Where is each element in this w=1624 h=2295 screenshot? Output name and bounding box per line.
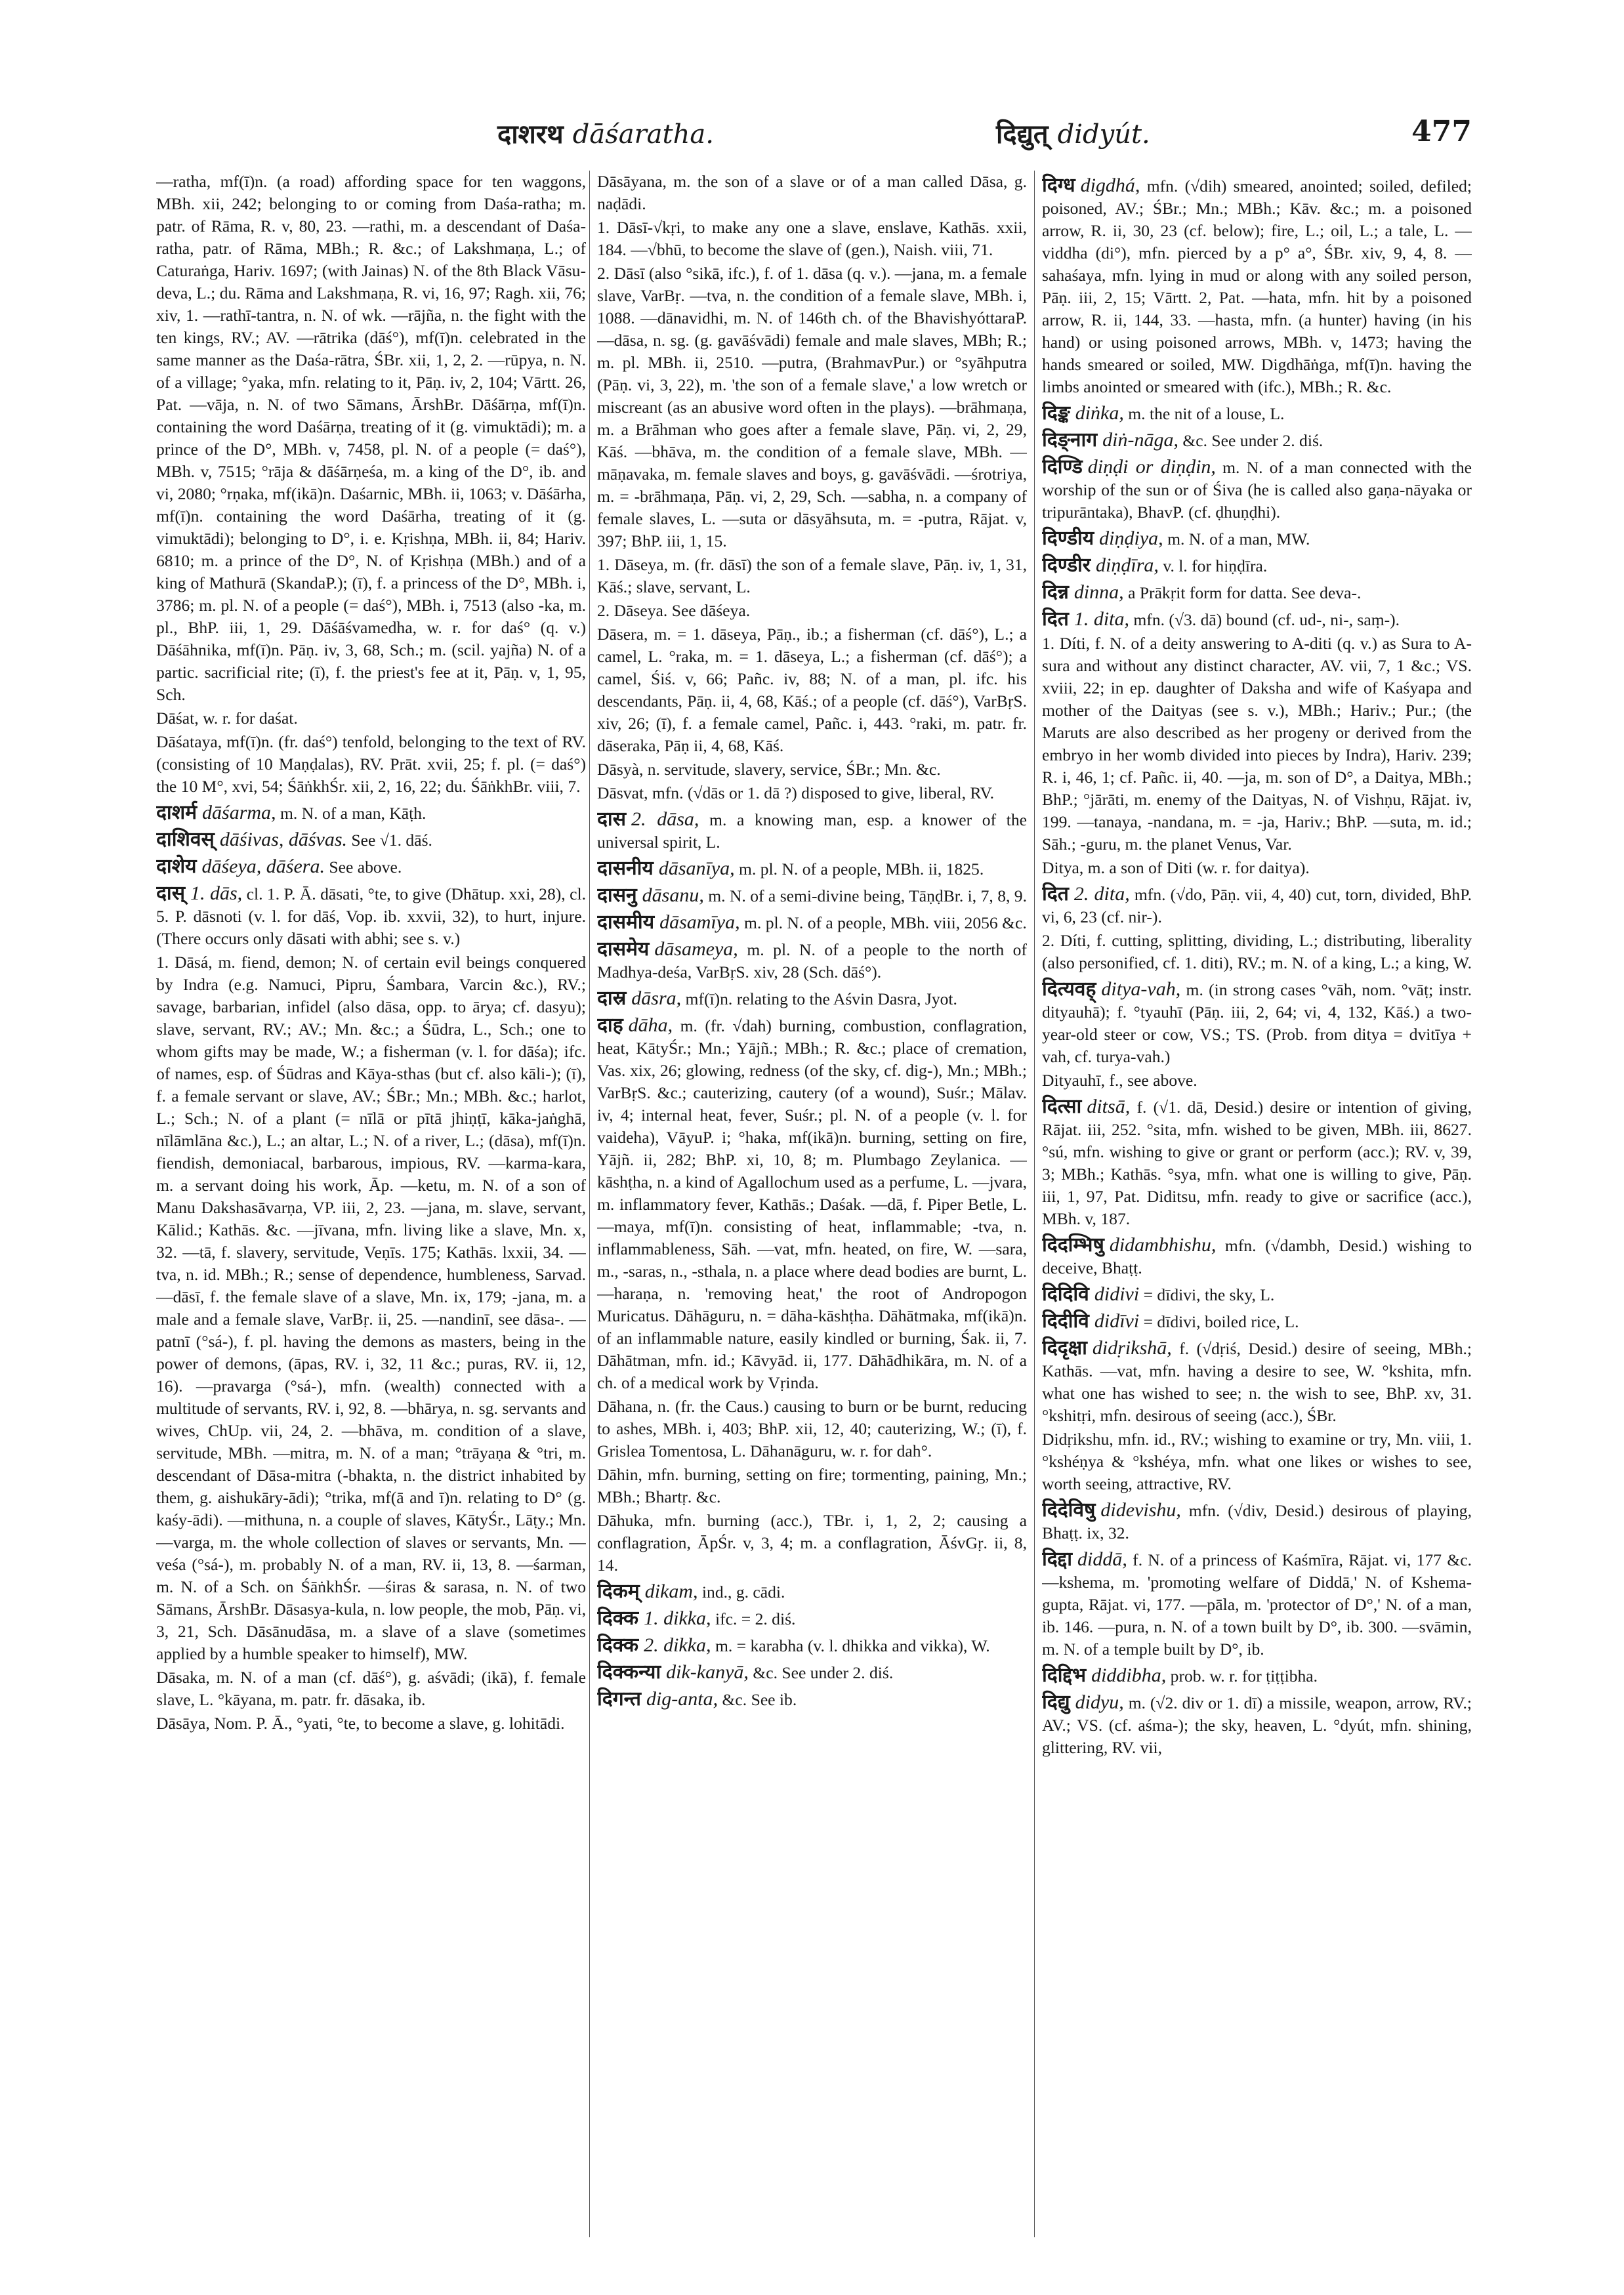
entry-text: m. N. of a man, Kāṭh. bbox=[280, 804, 427, 823]
entry-devanagari: दिक्क bbox=[597, 1634, 639, 1656]
entry-devanagari: दिद्दिभ bbox=[1042, 1664, 1087, 1686]
dictionary-entry bbox=[597, 858, 1027, 880]
entry-headword: didyu, bbox=[1075, 1691, 1124, 1713]
dictionary-entry bbox=[156, 707, 586, 730]
entry-text: See √1. dāś. bbox=[351, 831, 432, 850]
entry-text: ind., g. cādi. bbox=[701, 1582, 785, 1602]
entry-text: f. (√1. dā, Desid.) desire or intention of giving, Rājat. iii, 252. °sita, mfn. wished to be given, MBh. iii, 8627. °sú, mfn. wishing to give or grant or perform (acc.); RV. v, 39, 3; MBh.; Kathās. °sya, mfn. what one is willing to give, Pāṇ. iii, 1, 97, Pat. Diditsu, mfn. ready to give or sacrifice (acc.), MBh. v, 187. bbox=[1042, 1098, 1472, 1228]
entry-text: Dāsāya, Nom. P. Ā., °yati, °te, to become a slave, g. lohitādi. bbox=[156, 1714, 565, 1733]
entry-devanagari: दास bbox=[597, 808, 626, 830]
column-1 bbox=[156, 171, 586, 2257]
entry-text: Dāsāyana, m. the son of a slave or of a man called Dāsa, g. naḍādi. bbox=[597, 172, 1027, 213]
entry-headword: dāsanīya, bbox=[658, 858, 735, 879]
entry-devanagari: दास्र bbox=[597, 987, 627, 1009]
dictionary-entry bbox=[597, 554, 1027, 598]
entry-headword: dāśeya, dāśera. bbox=[201, 856, 325, 877]
entry-headword: dāśivas, dāśvas. bbox=[219, 829, 348, 850]
entry-devanagari: दिङ्नाग bbox=[1042, 429, 1098, 451]
dictionary-entry bbox=[1042, 1499, 1472, 1544]
dictionary-entry bbox=[597, 1634, 1027, 1657]
entry-text: Didṛikshu, mfn. id., RV.; wishing to examine or try, Mn. viii, 1. °kshéṇya & °kshéya, mfn. what one likes or wishes to see, worth seeing, attractive, RV. bbox=[1042, 1430, 1472, 1493]
entry-devanagari: दाशर्म bbox=[156, 802, 198, 823]
entry-headword: digdhá, bbox=[1080, 175, 1140, 196]
entry-headword: ditsā, bbox=[1087, 1096, 1131, 1117]
dictionary-entry bbox=[597, 1014, 1027, 1394]
entry-devanagari: दासनीय bbox=[597, 858, 654, 879]
dictionary-entry bbox=[156, 882, 586, 950]
dictionary-entry bbox=[1042, 402, 1472, 425]
entry-text: Dāhana, n. (fr. the Caus.) causing to burn or be burnt, reducing to ashes, MBh. i, 403; BhP. xii, 12, 40; cauterizing, W.; (ī), f. Grislea Tomentosa, L. Dāhanāguru, w. r. for dah°. bbox=[597, 1397, 1027, 1460]
dictionary-entry bbox=[597, 217, 1027, 261]
entry-devanagari: दिद्यु bbox=[1042, 1691, 1070, 1713]
page-number: 477 bbox=[1411, 115, 1472, 148]
dictionary-entry bbox=[597, 171, 1027, 215]
entry-devanagari: दिन्न bbox=[1042, 581, 1069, 603]
dictionary-entry bbox=[597, 262, 1027, 552]
entry-devanagari: दिद्दा bbox=[1042, 1548, 1072, 1570]
entry-headword: 1. dita, bbox=[1073, 608, 1129, 630]
entry-text: Dāsera, m. = 1. dāseya, Pāṇ., ib.; a fisherman (cf. dāś°), L.; a camel, L. °raka, m. = 1. dāseya, L.; a fisherman (cf. dāś°); a camel, Śiś. v, 66; Pañc. iv, 88; N. of a man, pl. ifc. his descendants, Pāṇ. ii, 4, 68, Kāś.; of a people (cf. dāś°), VarBṛS. xiv, 26; (ī), f. a female camel, Pañc. i, 443. °raki, m. patr. fr. dāseraka, Pāṇ ii, 4, 68, Kāś. bbox=[597, 625, 1027, 755]
entry-devanagari: दासमेय bbox=[597, 938, 650, 960]
dictionary-entry bbox=[156, 856, 586, 879]
entry-devanagari: दिदृक्षा bbox=[1042, 1337, 1087, 1359]
entry-text: a Prākṛit form for datta. See deva-. bbox=[1128, 583, 1362, 602]
dictionary-entry bbox=[1042, 1664, 1472, 1687]
entry-text: Dāsaka, m. N. of a man (cf. dāś°), g. aśvādi; (ikā), f. female slave, L. °kāyana, m. patr. fr. dāsaka, ib. bbox=[156, 1668, 586, 1709]
entry-headword: dikam, bbox=[644, 1581, 698, 1602]
entry-text: m. pl. N. of a people to the north of Madhya-deśa, VarBṛS. xiv, 28 (Sch. dāś°). bbox=[597, 940, 1027, 982]
entry-headword: diddibha, bbox=[1091, 1664, 1167, 1686]
entry-text: = dīdivi, boiled rice, L. bbox=[1143, 1312, 1299, 1331]
entry-devanagari: दिक्कन्या bbox=[597, 1661, 661, 1683]
entry-headword: diṇḍīra, bbox=[1096, 554, 1159, 576]
entry-text: Dāśataya, mf(ī)n. (fr. daś°) tenfold, belonging to the text of RV. (consisting of 10 Maṇḍalas), RV. Prāt. xvii, 25; f. pl. (= daś°) the 10 M°, xvi, 54; ŚāṅkhŚr. xii, 2, 16, 22; du. ŚāṅkhBr. viii, 7. bbox=[156, 732, 586, 796]
entry-devanagari: दिण्डि bbox=[1042, 456, 1083, 478]
entry-text: mfn. (√dih) smeared, anointed; soiled, defiled; poisoned, AV.; ŚBr.; Mn.; MBh.; Kāv. &c.; m. a poisoned arrow, R. ii, 30, 23 (cf. below); fire, L.; oil, L.; a tale, L. —viddha (di°), mfn. pierced by a p° a°, ŚBr. xiv, 9, 4, 8. —sahaśaya, mfn. lying in mud or along with any soiled person, Pāṇ. iii, 2, 15; Vārtt. 2, Pat. —hata, mfn. hit by a poisoned arrow, R. ii, 144, 33. —hasta, mfn. (a hunter) having (in his hand) or using poisoned arrows, MBh. v, 1473; having the hands smeared or soiled, MW. Digdhāṅga, mf(ī)n. having the limbs anointed or smeared with (ifc.), MBh.; R. &c. bbox=[1042, 176, 1472, 396]
entry-text: Ditya, m. a son of Diti (w. r. for daitya). bbox=[1042, 858, 1310, 877]
header-center-headword bbox=[996, 115, 1150, 151]
dictionary-entry bbox=[1042, 1234, 1472, 1279]
entry-headword: diṇḍi or diṇḍin, bbox=[1087, 456, 1216, 478]
dictionary-entry bbox=[1042, 554, 1472, 577]
dictionary-entry bbox=[597, 884, 1027, 907]
header-left-headword bbox=[497, 115, 714, 151]
column-3 bbox=[1042, 171, 1472, 2257]
dictionary-entry bbox=[597, 1661, 1027, 1684]
entry-devanagari: दित bbox=[1042, 883, 1069, 905]
entry-devanagari: दासमीय bbox=[597, 911, 655, 933]
dictionary-entry bbox=[156, 802, 586, 825]
column-2 bbox=[597, 171, 1027, 2257]
dictionary-entry bbox=[156, 1666, 586, 1711]
entry-text: mfn. (√do, Pāṇ. vii, 4, 40) cut, torn, divided, BhP. vi, 6, 23 (cf. nir-). bbox=[1042, 885, 1472, 926]
entry-devanagari: दाह bbox=[597, 1014, 623, 1036]
entry-text: &c. See under 2. diś. bbox=[753, 1663, 894, 1682]
entry-devanagari: दास् bbox=[156, 882, 185, 904]
entry-text: 1. Dāseya, m. (fr. dāsī) the son of a female slave, Pāṇ. iv, 1, 31, Kāś.; slave, servant, L. bbox=[597, 555, 1027, 596]
dictionary-entry bbox=[156, 829, 586, 852]
dictionary-entry bbox=[1042, 581, 1472, 604]
entry-devanagari: दिण्डीय bbox=[1042, 527, 1094, 549]
entry-text: Dāhuka, mfn. burning (acc.), TBr. i, 1, 2, 2; causing a conflagration, ĀpŚr. v, 3, 4; m. a conflagration, ĀśvGṛ. ii, 8, 14. bbox=[597, 1511, 1027, 1575]
entry-text: m. (√2. div or 1. dī) a missile, weapon, arrow, RV.; AV.; VS. (cf. aśma-); the sky, heaven, L. °dyút, mfn. shining, glittering, RV. vii, bbox=[1042, 1693, 1472, 1757]
entry-headword: diṅka, bbox=[1075, 402, 1124, 424]
entry-text: Dāsvat, mfn. (√dās or 1. dā ?) disposed to give, liberal, RV. bbox=[597, 783, 995, 802]
entry-text: m. pl. N. of a people, MBh. viii, 2056 &c. bbox=[744, 913, 1027, 932]
entry-devanagari: दिकम् bbox=[597, 1581, 640, 1602]
entry-text: Dāhin, mfn. burning, setting on fire; tormenting, paining, Mn.; MBh.; Bhartṛ. &c. bbox=[597, 1465, 1027, 1506]
entry-text: m. N. of a man, MW. bbox=[1167, 529, 1310, 548]
entry-text: —ratha, mf(ī)n. (a road) affording space for ten waggons, MBh. xii, 242; belonging to or coming from Daśa-ratha; m. patr. of Rāma, R. v, 80, 23. —rathi, m. a descendant of Daśa-ratha, patr. of Rāma, MBh.; R. &c.; of Lakshmaṇa, L.; of Caturaṅga, Hariv. 1697; (with Jainas) N. of the 8th Black Vāsu-deva, L.; du. Rāma and Lakshmaṇa, R. vi, 16, 97; Ragh. xii, 76; xiv, 1. —rathī-tantra, n. N. of wk. —rājña, n. the fight with the ten kings, RV.; AV. —rātrika (dāś°), mf(ī)n. celebrated in the same manner as the Daśa-rātra, ŚBr. xii, 1, 2, 2. —rūpya, n. N. of a village; °yaka, mfn. relating to it, Pāṇ. iv, 2, 104; Vārtt. 26, Pat. —vāja, n. N. of two Sāmans, ĀrshBr. Dāśārṇa, mf(ī)n. containing the word Daśārṇa, treating of it (g. vimuktādi); m. a prince of the D°, MBh. v, 7458, pl. N. of a people (= daś°), MBh. v, 7515; °rāja & dāśārṇeśa, m. a king of the D°, ib. and vi, 2080; °rṇaka, mf(ikā)n. Daśarnic, MBh. ii, 1063; v. Dāśārha, mf(ī)n. containing the word Daśārha, treating of it (g. vimuktādi); belonging to D°, i. e. Kṛishṇa, MBh. ii, 84; Hariv. 6810; m. a prince of the D°, N. of Kṛishṇa (MBh.) and of a king of Mathurā (SkandaP.); (ī), f. a princess of the D°, MBh. i, 3786; m. pl. N. of a people (= daś°), MBh. i, 7513 (also -ka, m. pl., BhP. iii, 1, 29. Dāśāśvamedha, w. r. for daś° (q. v.) Dāśāhnika, mf(ī)n. Pāṇ. iv, 3, 68, Sch.; m. (scil. yajña) N. of a partic. sacrificial rite; (ī), f. the priest's fee at it, Pāṇ. v, 1, 95, Sch. bbox=[156, 172, 586, 704]
entry-devanagari: दिदेविषु bbox=[1042, 1499, 1096, 1521]
dictionary-entry bbox=[1042, 1691, 1472, 1759]
entry-devanagari: दित्यवह् bbox=[1042, 978, 1096, 1000]
entry-text: v. l. for hiṇḍīra. bbox=[1163, 556, 1268, 575]
entry-headword: 2. dāsa, bbox=[631, 808, 699, 830]
header-left-devanagari: दाशरथ bbox=[497, 119, 564, 150]
entry-headword: diṅ-nāga, bbox=[1102, 429, 1178, 451]
entry-text: 1. Dāsī-√kṛi, to make any one a slave, enslave, Kathās. xxii, 184. —√bhū, to become the slave of (gen.), Naish. viii, 71. bbox=[597, 218, 1027, 259]
header-left-roman: dāśaratha. bbox=[572, 119, 714, 150]
dictionary-entry bbox=[597, 623, 1027, 757]
entry-headword: dāsra, bbox=[631, 987, 682, 1009]
entry-headword: dig-anta, bbox=[646, 1688, 718, 1710]
entry-text: = dīdivi, the sky, L. bbox=[1143, 1285, 1275, 1304]
entry-text: 1. Díti, f. N. of a deity answering to A-diti (q. v.) as Sura to A-sura and without any distinct character, AV. vii, 7, 1 &c.; VS. xviii, 22; in ep. daughter of Daksha and wife of Kaśyapa and mother of the Daityas (see s. v.), MBh.; Hariv.; Pur.; (the Maruts are also described as her progeny or derived from the embryo in her womb divided into pieces by Indra), Hariv. 239; R. i, 46, 1; cf. Pañc. ii, 40. —ja, m. son of D°, a Daitya, MBh.; BhP.; °jārāti, m. enemy of the Daityas, N. of Vishṇu, Rājat. iv, 199. —tanaya, -nandana, m. = -ja, Hariv.; BhP. —suta, m. id.; Sāh.; -guru, m. the planet Venus, Var. bbox=[1042, 634, 1472, 854]
column-rule bbox=[1034, 171, 1035, 2237]
dictionary-entry bbox=[597, 1396, 1027, 1462]
entry-headword: dāsanu, bbox=[642, 884, 704, 906]
entry-devanagari: दासनु bbox=[597, 884, 637, 906]
entry-devanagari: दिण्डीर bbox=[1042, 554, 1091, 576]
entry-text: f. (√dṛiś, Desid.) desire of seeing, MBh.; Kathās. —vat, mfn. having a desire to see, W. °kshita, mfn. what one has wished to see; n. the wish to see, BhP. xv, 31. °kshitṛi, mfn. desirous of seeing (acc.), ŚBr. bbox=[1042, 1339, 1472, 1425]
dictionary-entry bbox=[1042, 930, 1472, 974]
entry-headword: 2. dikka, bbox=[644, 1634, 711, 1656]
entry-devanagari: दिदम्भिषु bbox=[1042, 1234, 1104, 1256]
dictionary-entry bbox=[1042, 1283, 1472, 1306]
dictionary-entry bbox=[597, 1510, 1027, 1577]
entry-headword: ditya-vah, bbox=[1101, 978, 1181, 1000]
entry-headword: dāsamīya, bbox=[659, 911, 740, 933]
entry-headword: diddā, bbox=[1077, 1548, 1127, 1570]
dictionary-entry bbox=[1042, 978, 1472, 1068]
dictionary-entry bbox=[1042, 883, 1472, 928]
dictionary-entry bbox=[597, 1464, 1027, 1508]
entry-headword: didivi bbox=[1094, 1283, 1140, 1305]
column-rule bbox=[589, 171, 590, 2237]
entry-devanagari: दिङ्क bbox=[1042, 402, 1070, 424]
dictionary-entry bbox=[1042, 632, 1472, 856]
dictionary-entry bbox=[597, 1581, 1027, 1603]
dictionary-entry bbox=[597, 758, 1027, 781]
entry-headword: didevishu, bbox=[1100, 1499, 1181, 1521]
entry-text: Dityauhī, f., see above. bbox=[1042, 1071, 1197, 1090]
header-center-devanagari: दिद्युत् bbox=[996, 119, 1049, 150]
dictionary-entry bbox=[156, 731, 586, 798]
entry-text: m. N. of a semi-divine being, TāṇḍBr. i, 7, 8, 9. bbox=[708, 886, 1027, 905]
entry-headword: dāha, bbox=[628, 1014, 673, 1036]
entry-headword: dinna, bbox=[1073, 581, 1124, 603]
dictionary-entry bbox=[156, 1712, 586, 1735]
dictionary-entry bbox=[1042, 1069, 1472, 1092]
dictionary-entry bbox=[1042, 175, 1472, 398]
entry-text: &c. See under 2. diś. bbox=[1182, 431, 1323, 450]
entry-devanagari: दिगन्त bbox=[597, 1688, 641, 1710]
entry-text: m. (fr. √dah) burning, combustion, conflagration, heat, KātyŚr.; Mn.; Yājñ.; MBh.; R. &c.; place of cremation, Vas. xix, 26; glowing, redness (of the sky, cf. dig-), Mn.; MBh.; VarBṛS. &c.; cauterizing, cautery (of a wound), Suśr.; Mālav. iv, 4; internal heat, fever, Suśr.; pl. N. of a people (v. l. for vaideha), VāyuP. i; °haka, mf(ikā)n. burning, setting on fire, Yājñ. ii, 282; BhP. xi, 10, 8; m. Plumbago Zeylanica. —kāshṭha, n. a kind of Agallochum used as a perfume, L. —jvara, m. inflammatory fever, Kathās.; Daśak. —dā, f. Piper Betle, L. —maya, mf(ī)n. consisting of heat, inflammable; -tva, n. inflammableness, Sāh. —vat, mfn. heated, on fire, W. —sara, m., -saras, n., -sthala, n. a place where dead bodies are burnt, L. —haraṇa, n. 'removing heat,' the root of Andropogon Muricatus. Dāhāguru, n. = dāha-kāshṭha. Dāhātmaka, mf(ikā)n. of an inflammable nature, easily kindled or burning, Śak. ii, 7. Dāhātman, mfn. id.; Kāvyād. ii, 177. Dāhādhikāra, m. N. of a ch. of a medical work by Vṛinda. bbox=[597, 1016, 1027, 1392]
entry-text: m. (in strong cases °vāh, nom. °vāṭ; instr. dityauhā); f. °tyauhī (Pāṇ. iii, 2, 64; vi, 4, 132, Kāś.) a two-year-old steer or cow, VS.; TS. (Prob. from ditya = dvitīya + vah, cf. turya-vah.) bbox=[1042, 980, 1472, 1066]
entry-devanagari: दिक्क bbox=[597, 1607, 639, 1629]
dictionary-entry bbox=[597, 938, 1027, 983]
dictionary-entry bbox=[1042, 1096, 1472, 1230]
entry-devanagari: दित bbox=[1042, 608, 1069, 630]
dictionary-entry bbox=[597, 911, 1027, 934]
entry-headword: didambhishu, bbox=[1109, 1234, 1217, 1256]
entry-headword: 1. dās, bbox=[190, 882, 243, 904]
entry-headword: dāśarma, bbox=[202, 802, 276, 823]
dictionary-entry bbox=[597, 987, 1027, 1010]
entry-text: 2. Dāseya. See dāśeya. bbox=[597, 601, 751, 620]
entry-headword: diṇḍiya, bbox=[1099, 527, 1163, 549]
dictionary-entry bbox=[597, 808, 1027, 854]
entry-text: m. N. of a man connected with the worship of the sun or of Śiva (he is called also gaṇa-nāyaka or tripurāntaka), BhavP. (cf. ḍhuṇḍhi). bbox=[1042, 458, 1472, 522]
entry-headword: didīvi bbox=[1094, 1310, 1140, 1332]
entry-text: mf(ī)n. relating to the Aśvin Dasra, Jyot. bbox=[685, 989, 957, 1008]
entry-headword: 1. dikka, bbox=[644, 1607, 711, 1629]
dictionary-entry bbox=[156, 171, 586, 706]
dictionary-entry bbox=[1042, 857, 1472, 879]
entry-headword: 2. dita, bbox=[1073, 883, 1130, 905]
entry-headword: dik-kanyā, bbox=[666, 1661, 749, 1683]
entry-devanagari: दाशिवस् bbox=[156, 829, 215, 850]
entry-text: mfn. (√3. dā) bound (cf. ud-, ni-, saṃ-). bbox=[1133, 610, 1400, 629]
entry-text: m. the nit of a louse, L. bbox=[1128, 404, 1285, 423]
entry-text: Dāsyà, n. servitude, slavery, service, ŚBr.; Mn. &c. bbox=[597, 760, 941, 779]
entry-headword: didṛikshā, bbox=[1092, 1337, 1172, 1359]
entry-text: Dāśat, w. r. for daśat. bbox=[156, 709, 298, 728]
entry-text: ifc. = 2. diś. bbox=[715, 1609, 796, 1628]
dictionary-entry bbox=[1042, 1428, 1472, 1495]
dictionary-entry bbox=[1042, 456, 1472, 524]
entry-devanagari: दित्सा bbox=[1042, 1096, 1082, 1117]
entry-devanagari: दाशेय bbox=[156, 856, 197, 877]
running-header bbox=[156, 115, 1472, 161]
dictionary-entry bbox=[1042, 527, 1472, 550]
entry-devanagari: दिदीवि bbox=[1042, 1310, 1089, 1332]
entry-devanagari: दिग्ध bbox=[1042, 175, 1075, 196]
entry-text: f. N. of a princess of Kaśmīra, Rājat. vi, 177 &c. —kshema, m. 'promoting welfare of Diddā,' N. of Kshema-gupta, Rājat. vi, 177. —pāla, m. 'protector of D°,' N. of a man, ib. 146. —pura, n. N. of a town built by D°, ib. 300. —svāmin, m. N. of a temple built by D°, ib. bbox=[1042, 1550, 1472, 1659]
entry-text: m. pl. N. of a people, MBh. ii, 1825. bbox=[739, 859, 984, 879]
entry-text: See above. bbox=[329, 858, 402, 877]
dictionary-entry bbox=[1042, 1548, 1472, 1661]
entry-text: m. = karabha (v. l. dhikka and vikka), W. bbox=[715, 1636, 990, 1655]
entry-devanagari: दिदिवि bbox=[1042, 1283, 1089, 1305]
dictionary-entry bbox=[597, 1688, 1027, 1711]
entry-text: mfn. (√div, Desid.) desirous of playing, Bhaṭṭ. ix, 32. bbox=[1042, 1501, 1472, 1542]
entry-text: &c. See ib. bbox=[722, 1690, 797, 1709]
entry-text: mfn. (√dambh, Desid.) wishing to deceive, Bhaṭṭ. bbox=[1042, 1236, 1472, 1277]
entry-text: 2. Dāsī (also °sikā, ifc.), f. of 1. dāsa (q. v.). —jana, m. a female slave, VarBṛ. —tva, n. the condition of a female slave, MBh. i, 1088. —dānavidhi, m. N. of 146th ch. of the BhavishyóttaraP. —dāsa, n. sg. (g. gavāśvādi) female and male slaves, MBh; R.; m. pl. MBh. ii, 2510. —putra, (BrahmavPur.) or °syāhputra (Pāṇ. vi, 3, 22), m. 'the son of a female slave,' a low wretch or miscreant (as an abusive word often in the plays). —brāhmaṇa, m. a Brāhman who goes after a female slave, Pāṇ. vi, 2, 29, Kāś. —bhāva, m. the condition of a female slave, MBh. —māṇavaka, m. female slaves and boys, g. gavāśvādi. —śrotriya, m. = -brāhmaṇa, Pāṇ. vi, 2, 29, Sch. —sabha, n. a company of female slaves, L. —suta or dāsyāhsuta, m. = -putra, Rājat. v, 397; BhP. iii, 1, 15. bbox=[597, 264, 1027, 550]
dictionary-entry bbox=[597, 782, 1027, 804]
header-center-roman: didyút. bbox=[1057, 119, 1150, 150]
entry-text: 2. Díti, f. cutting, splitting, dividing, L.; distributing, liberality (also personified, cf. 1. diti), RV.; m. N. of a king, L.; a king, W. bbox=[1042, 931, 1472, 972]
dictionary-entry bbox=[597, 600, 1027, 622]
entry-text: prob. w. r. for ṭiṭṭibha. bbox=[1170, 1666, 1318, 1685]
entry-text: m. a knowing man, esp. a knower of the universal spirit, L. bbox=[597, 810, 1027, 852]
dictionary-entry bbox=[1042, 1337, 1472, 1427]
dictionary-entry bbox=[597, 1607, 1027, 1630]
dictionary-entry bbox=[156, 951, 586, 1665]
dictionary-entry bbox=[1042, 1310, 1472, 1333]
dictionary-entry bbox=[1042, 429, 1472, 452]
entry-text: cl. 1. P. Ā. dāsati, °te, to give (Dhātup. xxi, 28), cl. 5. P. dāsnoti (v. l. for dāś, Vop. ib. xxvii, 32), to hurt, injure. (There occurs only dāsati with abhi; see s. v.) bbox=[156, 884, 586, 948]
dictionary-entry bbox=[1042, 608, 1472, 631]
entry-headword: dāsameya, bbox=[654, 938, 738, 960]
entry-text: 1. Dāsá, m. fiend, demon; N. of certain evil beings conquered by Indra (e.g. Namuci, Pipru, Śambara, Varcin &c.), RV.; savage, barbarian, infidel (also dāsa, opp. to ārya; cf. dasyu); slave, servant, RV.; AV.; Mn. &c.; a Śūdra, L., Sch.; one to whom gifts may be made, W.; a fisherman (v. l. for dāśa); ifc. of names, esp. of Śūdras and Kāya-sthas (but cf. also kāli-); (ī), f. a female servant or slave, AV.; ŚBr.; Mn.; MBh. &c.; harlot, L.; Sch.; N. of a plant (= nīlā or pītā jhiṇṭī, kāka-jaṅghā, nīlāmlāna &c.), L.; an altar, L.; N. of a river, L.; (dāsa), mf(ī)n. fiendish, demoniacal, barbarous, impious, RV. —karma-kara, m. a servant doing his work, Āp. —ketu, m. N. of a son of Manu Dakshasāvarṇa, VP. iii, 2, 23. —jana, m. slave, servant, Kālid.; Kathās. &c. —jīvana, mfn. living like a slave, Mn. x, 32. —tā, f. slavery, servitude, Veṇīs. 175; Kathās. lxxii, 34. —tva, n. id. MBh.; R.; sense of dependence, humbleness, Sarvad. —dāsī, f. the female slave of a slave, Mn. ix, 179; -jana, m. a male and a female slave, VarBṛ. ii, 25. —nandinī, see dāsa-. —patnī (°sá-), f. pl. having the demons as masters, being in the power of demons, (āpas, RV. i, 32, 11 &c.; puras, RV. ii, 12, 16). —pravarga (°sá-), mfn. (wealth) connected with a multitude of servants, RV. i, 92, 8. —bhārya, n. sg. servants and wives, ChUp. vii, 24, 2. —bhāva, m. condition of a slave, servitude, MBh. —mitra, m. N. of a man; °trāyaṇa & °tri, m. descendant of Dāsa-mitra (-bhakta, n. the district inhabited by them, g. aishukāry-ādi); °trika, mf(ā and ī)n. relating to D° (g. kaśy-ādi). —mithuna, n. a couple of slaves, KātyŚr., Lāṭy.; Mn. —varga, m. the whole collection of slaves or servants, Mn. —veśa (°sá-), m. probably N. of a man, RV. ii, 13, 8. —śarman, m. N. of a Sch. on ŚāṅkhŚr. —śiras & sarasa, n. N. of two Sāmans, ĀrshBr. Dāsasya-kula, n. low people, the mob, Pāṇ. vi, 3, 21, Sch. Dāsānudāsa, m. a slave of a slave (sometimes applied by a humble speaker to himself), MW. bbox=[156, 953, 586, 1663]
